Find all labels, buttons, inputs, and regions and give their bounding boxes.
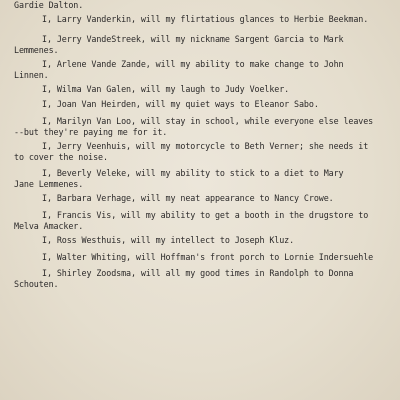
text-line: Gardie Dalton. [14,0,84,10]
text-line: I, Beverly Veleke, will my ability to stick to a diet to Mary [42,168,344,178]
text-line: Lemmenes. [14,45,59,55]
text-line: --but they're paying me for it. [14,127,168,137]
text-line: Melva Amacker. [14,221,84,231]
text-line: I, Ross Westhuis, will my intellect to Joseph Kluz. [42,235,295,245]
text-line: to cover the noise. [14,152,108,162]
text-line: Linnen. [14,70,49,80]
text-line: I, Jerry VandeStreek, will my nickname Sargent Garcia to Mark [42,34,344,44]
text-line: I, Larry Vanderkin, will my flirtatious glances to Herbie Beekman. [42,14,369,24]
text-line: I, Jerry Veenhuis, will my motorcycle to Beth Verner; she needs it [42,141,369,151]
text-line: Schouten. [14,279,59,289]
text-line: I, Francis Vis, will my ability to get a booth in the drugstore to [42,210,369,220]
text-line: Jane Lemmenes. [14,179,84,189]
text-line: I, Arlene Vande Zande, will my ability to make change to John [42,59,344,69]
text-line: I, Walter Whiting, will Hoffman's front porch to Lornie Indersuehle [42,252,374,262]
text-line: I, Shirley Zoodsma, will all my good times in Randolph to Donna [42,268,354,278]
text-line: I, Marilyn Van Loo, will stay in school, while everyone else leaves [42,116,374,126]
text-line: I, Joan Van Heirden, will my quiet ways to Eleanor Sabo. [42,99,319,109]
text-line: I, Barbara Verhage, will my neat appearance to Nancy Crowe. [42,193,334,203]
text-line: I, Wilma Van Galen, will my laugh to Judy Voelker. [42,84,290,94]
